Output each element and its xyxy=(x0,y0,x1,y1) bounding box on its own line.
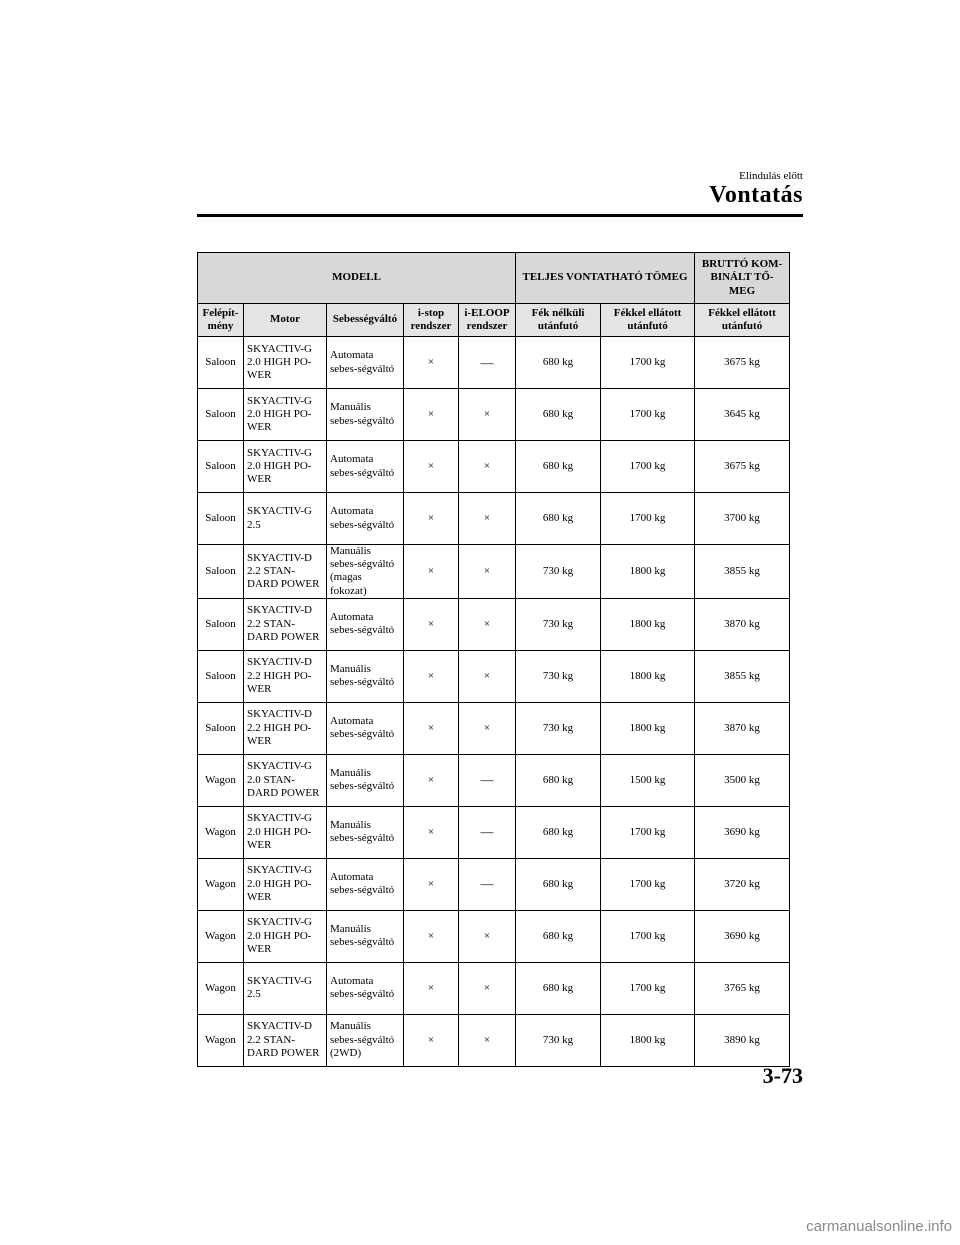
unbraked-trailer-cell: 680 kg xyxy=(516,910,601,962)
istop-cell: × xyxy=(404,650,459,702)
ieloop-cell: × xyxy=(459,389,516,441)
body-type-cell: Saloon xyxy=(198,337,244,389)
unbraked-trailer-cell: 730 kg xyxy=(516,1014,601,1066)
ieloop-cell: × xyxy=(459,545,516,599)
ieloop-cell: × xyxy=(459,441,516,493)
istop-cell: × xyxy=(404,441,459,493)
body-type-cell: Wagon xyxy=(198,962,244,1014)
istop-cell: × xyxy=(404,702,459,754)
table-row xyxy=(198,1014,790,1066)
body-type-cell: Saloon xyxy=(198,493,244,545)
transmission-cell: Automata sebes-ségváltó xyxy=(327,493,404,545)
engine-cell: SKYACTIV-D 2.2 STAN-DARD POWER xyxy=(244,545,327,599)
column-header: Fékkel ellátott utánfutó xyxy=(601,304,695,337)
model-group-header: MODELL xyxy=(198,253,516,304)
gross-combined-cell: 3870 kg xyxy=(695,702,790,754)
table-row xyxy=(198,441,790,493)
transmission-cell: Automata sebes-ségváltó xyxy=(327,702,404,754)
column-header: Felépít-mény xyxy=(198,304,244,337)
gross-combined-cell: 3645 kg xyxy=(695,389,790,441)
body-type-cell: Saloon xyxy=(198,702,244,754)
gross-combined-cell: 3690 kg xyxy=(695,910,790,962)
unbraked-trailer-cell: 730 kg xyxy=(516,598,601,650)
istop-cell: × xyxy=(404,754,459,806)
column-header: Sebességváltó xyxy=(327,304,404,337)
group-header-row xyxy=(198,253,790,304)
title-rule xyxy=(197,214,803,217)
table-row xyxy=(198,337,790,389)
engine-cell: SKYACTIV-G 2.5 xyxy=(244,962,327,1014)
towing-capacity-table xyxy=(197,252,790,1067)
transmission-cell: Manuális sebes-ségváltó xyxy=(327,806,404,858)
braked-trailer-cell: 1700 kg xyxy=(601,858,695,910)
braked-trailer-cell: 1700 kg xyxy=(601,441,695,493)
column-header: Fékkel ellátott utánfutó xyxy=(695,304,790,337)
gross-combined-cell: 3855 kg xyxy=(695,650,790,702)
column-header: Fék nélküli utánfutó xyxy=(516,304,601,337)
transmission-cell: Manuális sebes-ségváltó xyxy=(327,389,404,441)
transmission-cell: Automata sebes-ségváltó xyxy=(327,441,404,493)
braked-trailer-cell: 1800 kg xyxy=(601,545,695,599)
transmission-cell: Automata sebes-ségváltó xyxy=(327,962,404,1014)
ieloop-cell: × xyxy=(459,702,516,754)
table-row xyxy=(198,702,790,754)
table-row xyxy=(198,389,790,441)
gross-combined-cell: 3700 kg xyxy=(695,493,790,545)
istop-cell: × xyxy=(404,962,459,1014)
gross-combined-cell: 3720 kg xyxy=(695,858,790,910)
unbraked-trailer-cell: 680 kg xyxy=(516,858,601,910)
istop-cell: × xyxy=(404,858,459,910)
body-type-cell: Wagon xyxy=(198,910,244,962)
unbraked-trailer-cell: 680 kg xyxy=(516,337,601,389)
braked-trailer-cell: 1800 kg xyxy=(601,702,695,754)
total-towable-header: TELJES VONTATHATÓ TÖMEG xyxy=(516,253,695,304)
gross-combined-cell: 3675 kg xyxy=(695,441,790,493)
braked-trailer-cell: 1700 kg xyxy=(601,806,695,858)
transmission-cell: Automata sebes-ségváltó xyxy=(327,858,404,910)
engine-cell: SKYACTIV-D 2.2 HIGH PO-WER xyxy=(244,650,327,702)
ieloop-cell: × xyxy=(459,650,516,702)
istop-cell: × xyxy=(404,598,459,650)
braked-trailer-cell: 1700 kg xyxy=(601,337,695,389)
gross-combined-cell: 3870 kg xyxy=(695,598,790,650)
body-type-cell: Saloon xyxy=(198,441,244,493)
table-row xyxy=(198,962,790,1014)
braked-trailer-cell: 1700 kg xyxy=(601,910,695,962)
istop-cell: × xyxy=(404,493,459,545)
gross-combined-cell: 3690 kg xyxy=(695,806,790,858)
istop-cell: × xyxy=(404,806,459,858)
braked-trailer-cell: 1800 kg xyxy=(601,650,695,702)
istop-cell: × xyxy=(404,389,459,441)
column-header: i-stop rendszer xyxy=(404,304,459,337)
transmission-cell: Manuális sebes-ségváltó (2WD) xyxy=(327,1014,404,1066)
ieloop-cell: × xyxy=(459,598,516,650)
engine-cell: SKYACTIV-G 2.0 STAN-DARD POWER xyxy=(244,754,327,806)
section-label: Elindulás előtt xyxy=(739,170,803,182)
engine-cell: SKYACTIV-G 2.5 xyxy=(244,493,327,545)
transmission-cell: Automata sebes-ségváltó xyxy=(327,598,404,650)
table-row xyxy=(198,598,790,650)
istop-cell: × xyxy=(404,337,459,389)
braked-trailer-cell: 1800 kg xyxy=(601,598,695,650)
unbraked-trailer-cell: 680 kg xyxy=(516,962,601,1014)
istop-cell: × xyxy=(404,910,459,962)
engine-cell: SKYACTIV-G 2.0 HIGH PO-WER xyxy=(244,858,327,910)
engine-cell: SKYACTIV-G 2.0 HIGH PO-WER xyxy=(244,441,327,493)
transmission-cell: Manuális sebes-ségváltó xyxy=(327,910,404,962)
unbraked-trailer-cell: 680 kg xyxy=(516,493,601,545)
gross-combined-header: BRUTTÓ KOM-BINÁLT TŐ-MEG xyxy=(695,253,790,304)
gross-combined-cell: 3855 kg xyxy=(695,545,790,599)
ieloop-cell: × xyxy=(459,493,516,545)
engine-cell: SKYACTIV-D 2.2 STAN-DARD POWER xyxy=(244,598,327,650)
ieloop-cell: — xyxy=(459,806,516,858)
ieloop-cell: — xyxy=(459,754,516,806)
body-type-cell: Wagon xyxy=(198,806,244,858)
engine-cell: SKYACTIV-G 2.0 HIGH PO-WER xyxy=(244,910,327,962)
body-type-cell: Saloon xyxy=(198,545,244,599)
table-body xyxy=(198,337,790,1067)
unbraked-trailer-cell: 680 kg xyxy=(516,806,601,858)
unbraked-trailer-cell: 680 kg xyxy=(516,754,601,806)
table-row xyxy=(198,545,790,599)
gross-combined-cell: 3890 kg xyxy=(695,1014,790,1066)
braked-trailer-cell: 1700 kg xyxy=(601,962,695,1014)
engine-cell: SKYACTIV-G 2.0 HIGH PO-WER xyxy=(244,389,327,441)
table-row xyxy=(198,858,790,910)
ieloop-cell: × xyxy=(459,962,516,1014)
table-row xyxy=(198,806,790,858)
body-type-cell: Saloon xyxy=(198,650,244,702)
body-type-cell: Saloon xyxy=(198,389,244,441)
unbraked-trailer-cell: 730 kg xyxy=(516,702,601,754)
column-header: i-ELOOP rendszer xyxy=(459,304,516,337)
gross-combined-cell: 3500 kg xyxy=(695,754,790,806)
transmission-cell: Manuális sebes-ségváltó xyxy=(327,650,404,702)
transmission-cell: Automata sebes-ségváltó xyxy=(327,337,404,389)
istop-cell: × xyxy=(404,1014,459,1066)
body-type-cell: Wagon xyxy=(198,1014,244,1066)
unbraked-trailer-cell: 680 kg xyxy=(516,441,601,493)
page-title: Vontatás xyxy=(709,182,803,208)
braked-trailer-cell: 1700 kg xyxy=(601,389,695,441)
body-type-cell: Saloon xyxy=(198,598,244,650)
unbraked-trailer-cell: 680 kg xyxy=(516,389,601,441)
watermark: carmanualsonline.info xyxy=(806,1218,952,1235)
braked-trailer-cell: 1700 kg xyxy=(601,493,695,545)
ieloop-cell: — xyxy=(459,858,516,910)
page-number: 3-73 xyxy=(762,1063,803,1088)
gross-combined-cell: 3675 kg xyxy=(695,337,790,389)
column-header: Motor xyxy=(244,304,327,337)
table-row xyxy=(198,910,790,962)
braked-trailer-cell: 1800 kg xyxy=(601,1014,695,1066)
ieloop-cell: × xyxy=(459,1014,516,1066)
braked-trailer-cell: 1500 kg xyxy=(601,754,695,806)
unbraked-trailer-cell: 730 kg xyxy=(516,545,601,599)
ieloop-cell: × xyxy=(459,910,516,962)
engine-cell: SKYACTIV-D 2.2 STAN-DARD POWER xyxy=(244,1014,327,1066)
gross-combined-cell: 3765 kg xyxy=(695,962,790,1014)
table-row xyxy=(198,650,790,702)
transmission-cell: Manuális sebes-ségváltó (magas fokozat) xyxy=(327,545,404,599)
istop-cell: × xyxy=(404,545,459,599)
table-row xyxy=(198,493,790,545)
engine-cell: SKYACTIV-G 2.0 HIGH PO-WER xyxy=(244,337,327,389)
body-type-cell: Wagon xyxy=(198,858,244,910)
ieloop-cell: — xyxy=(459,337,516,389)
engine-cell: SKYACTIV-G 2.0 HIGH PO-WER xyxy=(244,806,327,858)
body-type-cell: Wagon xyxy=(198,754,244,806)
transmission-cell: Manuális sebes-ségváltó xyxy=(327,754,404,806)
engine-cell: SKYACTIV-D 2.2 HIGH PO-WER xyxy=(244,702,327,754)
unbraked-trailer-cell: 730 kg xyxy=(516,650,601,702)
table-row xyxy=(198,754,790,806)
column-header-row xyxy=(198,304,790,337)
